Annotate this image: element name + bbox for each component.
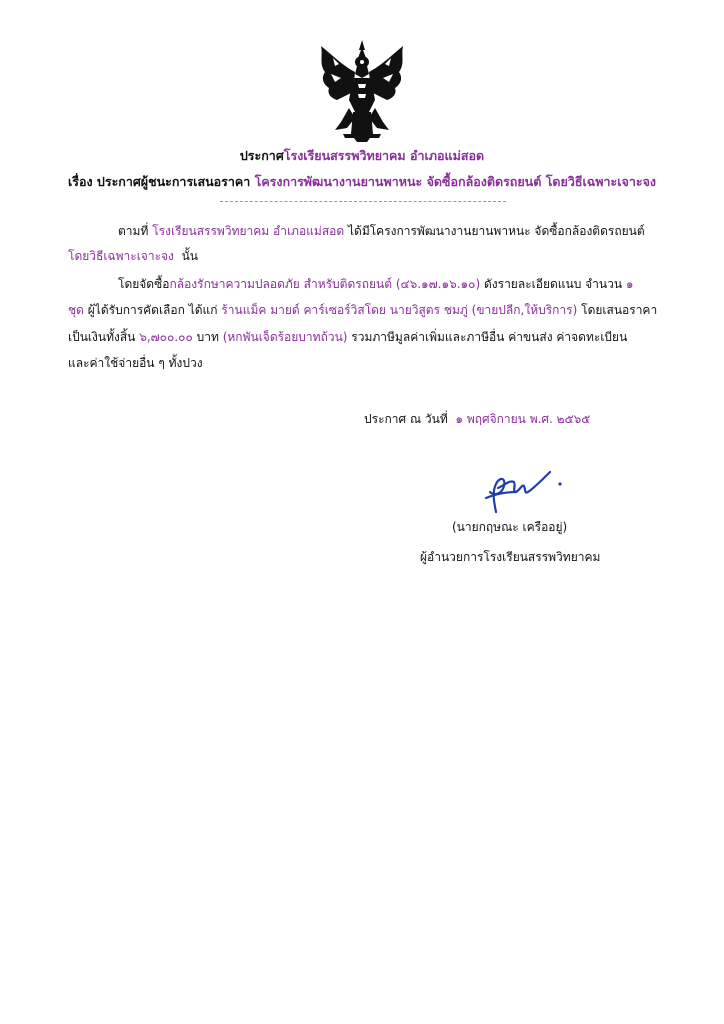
subject-project: โครงการพัฒนางานยานพาหนะ จัดซื้อกล้องติดรถยนต์ โดยวิธีเฉพาะเจาะจง — [254, 174, 657, 189]
date-label: ประกาศ ณ วันที่ — [364, 412, 448, 426]
paragraph-1-line-2 — [68, 249, 658, 263]
p2-item: กล้องรักษาความปลอดภัย สำหรับติดรถยนต์ (๔๖.๑๗.๑๖.๑๐) — [169, 277, 481, 291]
p2-selected: ผู้ได้รับการคัดเลือก ได้แก่ — [87, 303, 218, 317]
signer-name: (นายกฤษณะ เครืออยู่) — [452, 520, 568, 534]
p2-currency: บาท — [196, 330, 219, 344]
p1-method: โดยวิธีเฉพาะเจาะจง — [68, 249, 174, 263]
p2-amount-words: (หกพันเจ็ดร้อยบาทถ้วน) — [222, 330, 348, 344]
dashed-divider — [220, 201, 506, 202]
p1-school: โรงเรียนสรรพวิทยาคม อำเภอแม่สอด — [152, 224, 345, 238]
p2-quantity: ๑ — [625, 277, 634, 291]
title-school: โรงเรียนสรรพวิทยาคม อำเภอแม่สอด — [283, 148, 485, 163]
garuda-emblem — [313, 38, 411, 146]
paragraph-2-line-3 — [68, 330, 658, 344]
p1-end: นั้น — [181, 249, 198, 263]
paragraph-2-line-1 — [118, 277, 708, 291]
p1-intro: ตามที่ — [118, 224, 149, 238]
paragraph-1-line-1 — [118, 224, 708, 238]
p2-amount: ๖,๗๐๐.๐๐ — [139, 330, 193, 344]
p2-tax: รวมภาษีมูลค่าเพิ่มและภาษีอื่น ค่าขนส่ง ค่าจดทะเบียน — [351, 330, 628, 344]
p2-vendor: ร้านแม็ค มายด์ คาร์เซอร์วิสโดย นายวิสูตร ชมภู่ (ขายปลีก,ให้บริการ) — [221, 303, 578, 317]
announcement-title — [0, 146, 724, 166]
announcement-subject — [0, 172, 724, 192]
signer-position: ผู้อำนวยการโรงเรียนสรรพวิทยาคม — [420, 550, 601, 564]
subject-prefix: เรื่อง ประกาศผู้ชนะการเสนอราคา — [67, 174, 251, 189]
p2-intro: โดยจัดซื้อ — [118, 277, 170, 291]
paragraph-2-line-4 — [68, 356, 658, 370]
p2-detail: ดังรายละเอียดแนบ จำนวน — [483, 277, 623, 291]
date-value: ๑ พฤศจิกายน พ.ศ. ๒๕๖๕ — [455, 412, 591, 426]
p2-end: และค่าใช้จ่ายอื่น ๆ ทั้งปวง — [68, 356, 203, 370]
paragraph-2-line-2 — [68, 303, 658, 317]
handwritten-signature — [476, 462, 566, 514]
p2-offer: โดยเสนอราคา — [581, 303, 658, 317]
title-prefix: ประกาศ — [239, 148, 284, 163]
announcement-date — [364, 410, 590, 429]
p2-unit: ชุด — [68, 303, 84, 317]
p2-total-label: เป็นเงินทั้งสิ้น — [68, 330, 136, 344]
p1-mid: ได้มีโครงการพัฒนางานยานพาหนะ จัดซื้อกล้องติดรถยนต์ — [347, 224, 645, 238]
